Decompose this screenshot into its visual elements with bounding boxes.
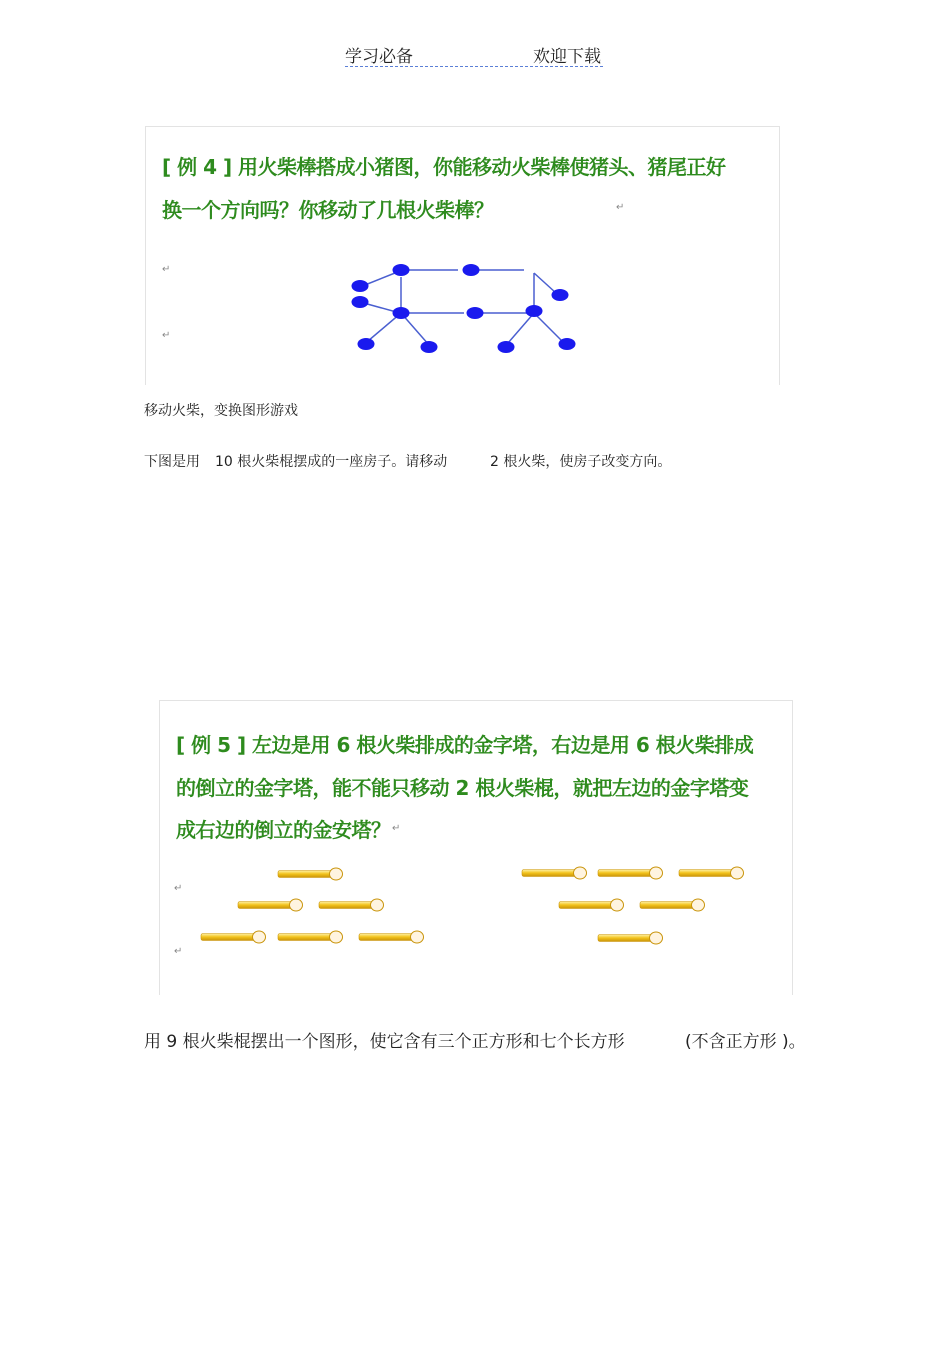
return-mark: ↵ bbox=[174, 883, 183, 894]
section-title: 移动火柴，变换图形游戏 bbox=[144, 403, 298, 419]
example5-line3: 成右边的倒立的金安塔？ bbox=[176, 818, 391, 842]
final-task-part2: (不含正方形 )。 bbox=[685, 1032, 806, 1052]
example4-figure bbox=[145, 126, 780, 385]
left-pyramid bbox=[201, 868, 424, 943]
example5-figure bbox=[159, 700, 793, 995]
final-task-paragraph bbox=[144, 1027, 844, 1051]
house-task-part1: 下图是用 bbox=[144, 454, 200, 470]
return-mark: ↵ bbox=[162, 330, 171, 341]
page-header bbox=[345, 40, 603, 67]
example5-line2: 的倒立的金字塔，能不能只移动 2 根火柴棍，就把左边的金字塔变 bbox=[176, 776, 749, 800]
house-task-part3: 2 根火柴，使房子改变方向。 bbox=[490, 454, 672, 470]
pig-matchstick-diagram bbox=[146, 127, 779, 385]
return-mark: ↵ bbox=[616, 202, 625, 213]
matchstick-pyramids bbox=[160, 701, 792, 995]
example4-line1: [ 例 4 ] 用火柴棒搭成小猪图，你能移动火柴棒使猪头、猪尾正好 bbox=[162, 155, 726, 179]
final-task-part1: 用 9 根火柴棍摆出一个图形，使它含有三个正方形和七个长方形 bbox=[144, 1032, 625, 1052]
example4-line2: 换一个方向吗？你移动了几根火柴棒？ bbox=[162, 198, 494, 222]
house-task-paragraph bbox=[144, 451, 844, 471]
header-left-text: 学习必备 bbox=[345, 47, 413, 67]
header-right-text: 欢迎下载 bbox=[533, 47, 601, 67]
house-task-part2: 10 根火柴棍摆成的一座房子。请移动 bbox=[215, 454, 448, 470]
return-mark: ↵ bbox=[162, 264, 171, 275]
example5-line1: [ 例 5 ] 左边是用 6 根火柴排成的金字塔，右边是用 6 根火柴排成 bbox=[176, 733, 754, 757]
inverted-pyramid bbox=[522, 867, 744, 944]
return-mark: ↵ bbox=[174, 946, 183, 957]
return-mark: ↵ bbox=[392, 823, 401, 834]
